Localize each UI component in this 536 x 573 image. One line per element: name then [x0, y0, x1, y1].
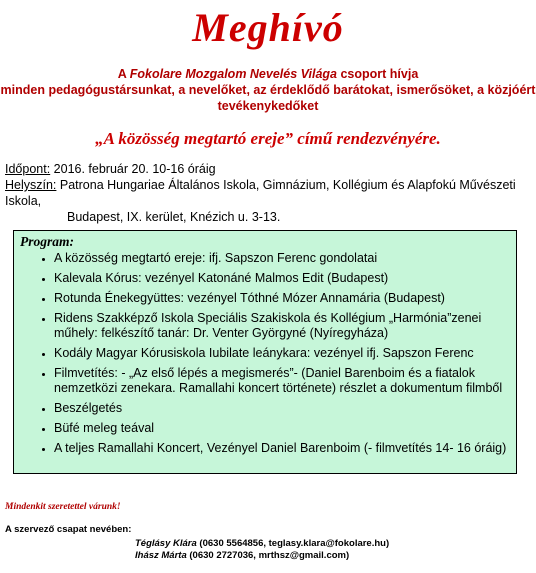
program-item: • Beszélgetés [54, 401, 510, 416]
organization-name: Fokolare Mozgalom Nevelés Világa [129, 67, 337, 81]
program-list [20, 251, 510, 456]
program-item: • Kalevala Kórus: vezényel Katonáné Malmos Edit (Budapest) [54, 271, 510, 286]
event-name: „A közösség megtartó ereje” [95, 129, 294, 148]
contact-detail: (0630 2727036, mrthsz@gmail.com) [186, 550, 350, 561]
invitation-line-3: tevékenykedőket [217, 99, 319, 113]
contact-row [135, 538, 389, 550]
place-row-continued: Budapest, IX. kerület, Knézich u. 3-13. [67, 210, 281, 224]
time-label: Időpont: [5, 162, 51, 176]
program-item: • Filmvetítés: - „Az első lépés a megismerés”- (Daniel Barenboim és a fiatalok nemzetközi zenekara. Ramallahi koncert története) részlet a dokumentum filmből [54, 366, 510, 396]
event-details [5, 161, 530, 225]
time-row [5, 161, 530, 177]
program-item: • Rotunda Énekegyüttes: vezényel Tóthné Mózer Annamária (Budapest) [54, 291, 510, 306]
program-item: • A teljes Ramallahi Koncert, Vezényel Daniel Barenboim (- filmvetítés 14- 16 óráig) [54, 441, 510, 456]
contact-name: Téglásy Klára [135, 538, 197, 549]
contact-name: Ihász Márta [135, 550, 187, 561]
invitation-text [0, 66, 536, 114]
program-item: • Kodály Magyar Kórusiskola Iubilate leánykara: vezényel ifj. Sapszon Ferenc [54, 346, 510, 361]
contact-row [135, 550, 389, 562]
invitation-prefix: A [117, 67, 130, 81]
page-title: Meghívó [192, 5, 344, 50]
program-item: • Ridens Szakképző Iskola Speciális Szakiskola és Kollégium „Harmónia”zenei műhely: felkészítő tanár: Dr. Venter Györgyné (Nyíregyháza) [54, 311, 510, 341]
contact-detail: (0630 5564856, teglasy.klara@fokolare.hu) [196, 538, 390, 549]
time-value: 2016. február 20. 10-16 óráig [50, 162, 216, 176]
welcome-text: Mindenkit szeretettel várunk! [5, 502, 121, 512]
program-title: Program: [20, 234, 74, 249]
event-suffix: című rendezvényére. [293, 129, 441, 148]
invitation-line-1 [0, 66, 536, 82]
invitation-line-2: minden pedagógustársunkat, a nevelőket, az érdeklődő barátokat, ismerősöket, a közjóért [0, 83, 536, 97]
place-row [5, 177, 530, 209]
event-title [0, 129, 536, 149]
organizers-label: A szervező csapat nevében: [5, 524, 132, 535]
place-value: Patrona Hungariae Általános Iskola, Gimnázium, Kollégium és Alapfokú Művészeti Iskola, [5, 178, 516, 208]
contact-list [135, 538, 389, 562]
program-box [13, 230, 517, 474]
place-label: Helyszín: [5, 178, 57, 192]
program-item: • Büfé meleg teával [54, 421, 510, 436]
program-item: • A közösség megtartó ereje: ifj. Sapszon Ferenc gondolatai [54, 251, 510, 266]
invitation-rest: csoport hívja [337, 67, 419, 81]
